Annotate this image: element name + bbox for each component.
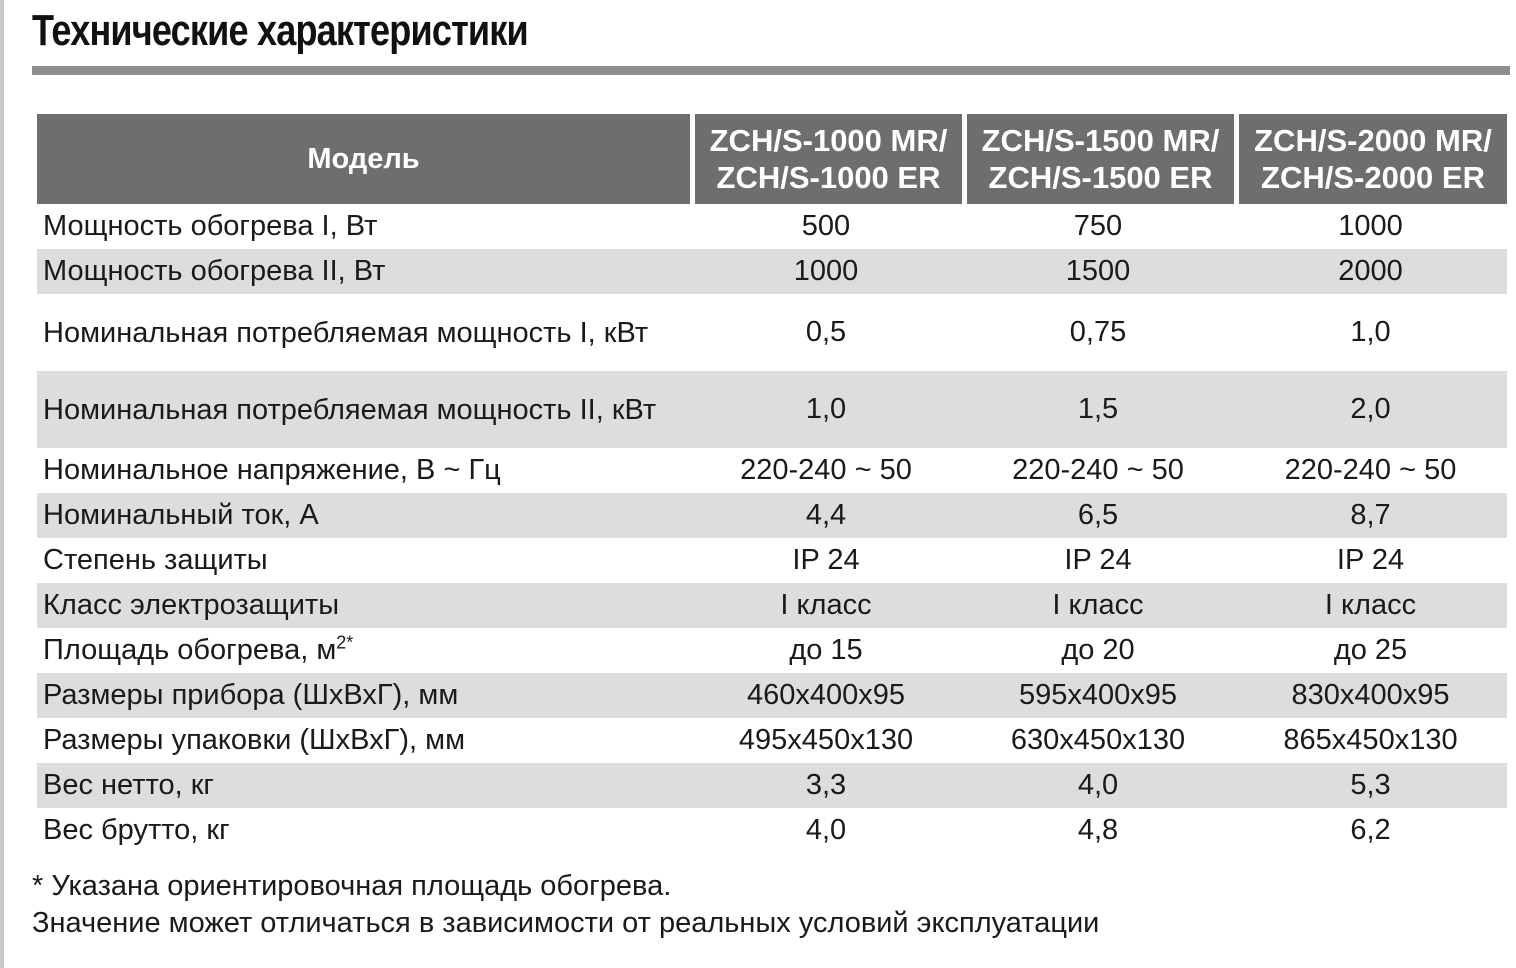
table-row xyxy=(37,628,1507,673)
header-model-1-line2: ZCH/S-1000 ER xyxy=(716,160,941,195)
row-label-superscript: 2* xyxy=(336,632,354,653)
table-row xyxy=(37,763,1507,808)
row-label: Номинальное напряжение, В ~ Гц xyxy=(37,448,690,493)
table-row xyxy=(37,538,1507,583)
table-row xyxy=(37,808,1507,853)
row-value: 5,3 xyxy=(1234,763,1507,808)
row-value: 630x450x130 xyxy=(962,718,1234,763)
row-value: IP 24 xyxy=(962,538,1234,583)
row-label: Мощность обогрева I, Вт xyxy=(37,204,690,249)
row-value: IP 24 xyxy=(1234,538,1507,583)
row-value: I класс xyxy=(962,583,1234,628)
spec-table xyxy=(37,114,1507,853)
row-value: до 25 xyxy=(1234,628,1507,673)
row-label: Номинальная потребляемая мощность I, кВт xyxy=(37,294,690,371)
row-label: Вес брутто, кг xyxy=(37,808,690,853)
table-row xyxy=(37,371,1507,448)
row-value: 1000 xyxy=(1234,204,1507,249)
row-value: 865x450x130 xyxy=(1234,718,1507,763)
row-value: 220-240 ~ 50 xyxy=(1234,448,1507,493)
row-value: 3,3 xyxy=(690,763,962,808)
page-title: Технические характеристики xyxy=(32,6,528,55)
left-edge-rule xyxy=(0,0,4,968)
header-model-1-line1: ZCH/S-1000 MR/ xyxy=(709,123,948,158)
row-value: 500 xyxy=(690,204,962,249)
table-header-row xyxy=(37,114,1507,204)
table-row xyxy=(37,204,1507,249)
row-value: 595x400x95 xyxy=(962,673,1234,718)
row-value: 2000 xyxy=(1234,249,1507,294)
header-model-3-line2: ZCH/S-2000 ER xyxy=(1261,160,1485,195)
row-label: Номинальная потребляемая мощность II, кВт xyxy=(37,371,690,448)
row-label: Номинальный ток, А xyxy=(37,493,690,538)
row-value: 8,7 xyxy=(1234,493,1507,538)
row-label: Размеры прибора (ШхВхГ), мм xyxy=(37,673,690,718)
table-row xyxy=(37,673,1507,718)
header-model-label: Модель xyxy=(37,114,690,204)
row-value: 495x450x130 xyxy=(690,718,962,763)
row-value: 4,0 xyxy=(962,763,1234,808)
row-label: Размеры упаковки (ШхВхГ), мм xyxy=(37,718,690,763)
header-model-3 xyxy=(1234,114,1507,204)
header-model-1 xyxy=(690,114,962,204)
row-value: 1500 xyxy=(962,249,1234,294)
table-row xyxy=(37,493,1507,538)
row-value: 6,5 xyxy=(962,493,1234,538)
table-row xyxy=(37,249,1507,294)
row-value: 2,0 xyxy=(1234,371,1507,448)
footnote-line-1: * Указана ориентировочная площадь обогрева. xyxy=(32,870,672,902)
row-value: до 15 xyxy=(690,628,962,673)
table-row xyxy=(37,448,1507,493)
row-value: 750 xyxy=(962,204,1234,249)
row-value: 1,0 xyxy=(690,371,962,448)
row-label-heating-area xyxy=(37,628,690,673)
row-label: Мощность обогрева II, Вт xyxy=(37,249,690,294)
row-value: 220-240 ~ 50 xyxy=(962,448,1234,493)
row-value: 220-240 ~ 50 xyxy=(690,448,962,493)
row-label: Класс электрозащиты xyxy=(37,583,690,628)
row-value: 4,0 xyxy=(690,808,962,853)
row-value: 0,75 xyxy=(962,294,1234,371)
header-model-2-line2: ZCH/S-1500 ER xyxy=(988,160,1213,195)
row-value: IP 24 xyxy=(690,538,962,583)
row-label: Степень защиты xyxy=(37,538,690,583)
row-value: 830x400x95 xyxy=(1234,673,1507,718)
row-value: 1000 xyxy=(690,249,962,294)
row-value: 1,5 xyxy=(962,371,1234,448)
row-value: 4,4 xyxy=(690,493,962,538)
row-value: I класс xyxy=(1234,583,1507,628)
row-value: 6,2 xyxy=(1234,808,1507,853)
header-model-3-line1: ZCH/S-2000 MR/ xyxy=(1254,123,1492,158)
row-value: до 20 xyxy=(962,628,1234,673)
row-label: Вес нетто, кг xyxy=(37,763,690,808)
row-label-text: Площадь обогрева, м xyxy=(43,634,337,666)
title-underline xyxy=(32,66,1510,75)
row-value: 1,0 xyxy=(1234,294,1507,371)
table-row xyxy=(37,294,1507,371)
row-value: 460x400x95 xyxy=(690,673,962,718)
row-value: 0,5 xyxy=(690,294,962,371)
row-value: 4,8 xyxy=(962,808,1234,853)
footnote-line-2: Значение может отличаться в зависимости от реальных условий эксплуатации xyxy=(32,907,1100,939)
header-model-2-line1: ZCH/S-1500 MR/ xyxy=(981,123,1220,158)
table-row xyxy=(37,718,1507,763)
header-model-2 xyxy=(962,114,1234,204)
table-row xyxy=(37,583,1507,628)
footnote xyxy=(32,868,1099,942)
row-value: I класс xyxy=(690,583,962,628)
